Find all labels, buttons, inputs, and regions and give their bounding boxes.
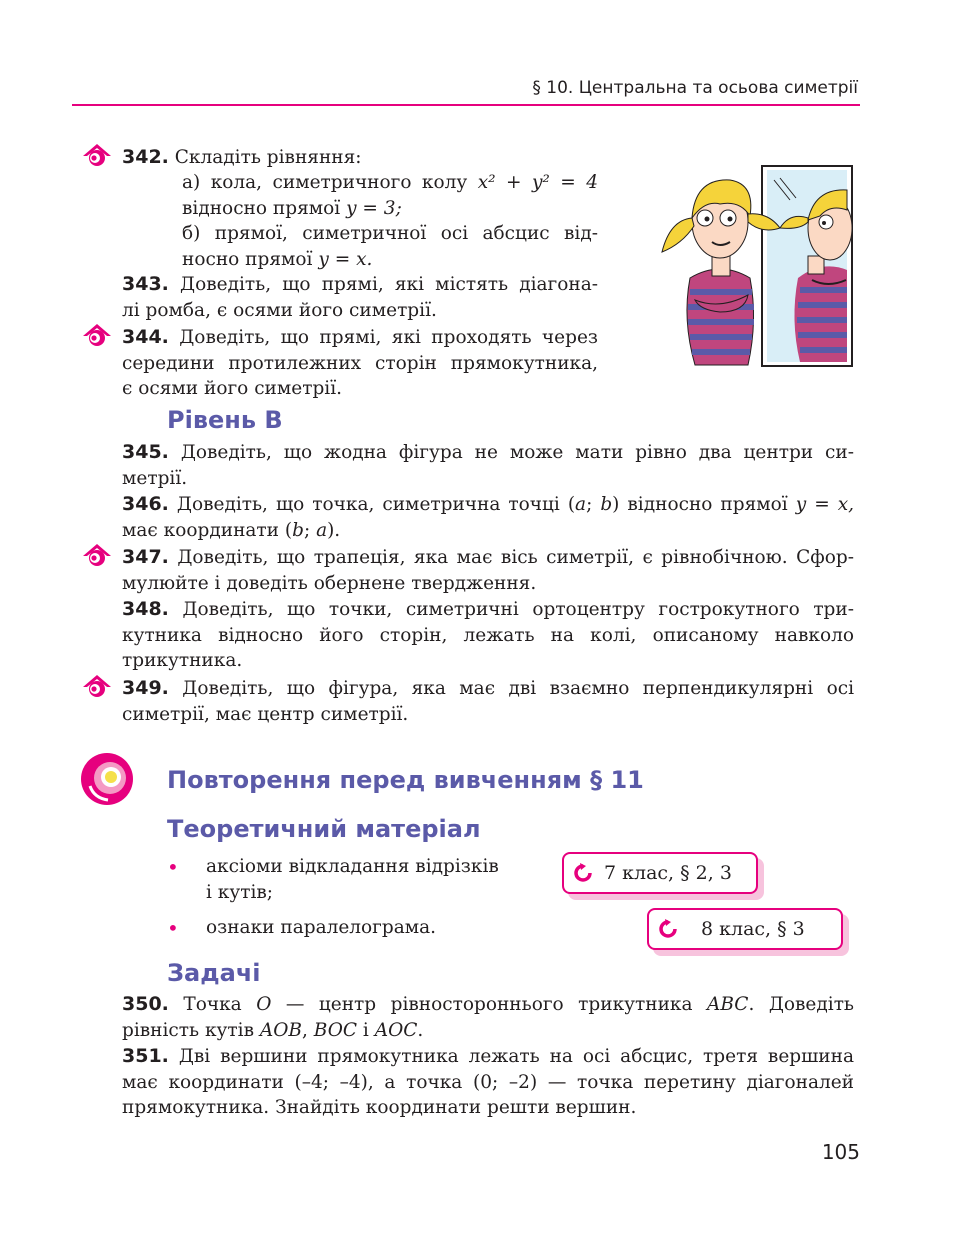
problem-343: 343. Доведіть, що прямі, які містять діагона- лі ромба, є осями його симетрії. [122,273,598,321]
problem-342: 342. Складіть рівняння: [122,146,362,168]
bullet-axioms: аксіоми відкладання відрізків і кутів; [206,856,499,903]
problem-350: 350. Точка O — центр рівностороннього трикутника ABC. Доведіть рівність кутів AOB, BOC і AOC. [122,993,854,1041]
refresh-icon [572,862,594,884]
house-marker-icon [82,542,112,568]
ref-box-7-class[interactable] [562,852,758,894]
review-heading: Повторення перед вивченням § 11 [167,766,644,794]
problem-346: 346. Доведіть, що точка, симетрична точці (a; b) відносно прямої y = x, має координати (b; a). [122,493,855,541]
house-marker-icon [82,322,112,348]
level-b-heading: Рівень В [167,406,283,434]
problem-345: 345. Доведіть, що жодна фігура не може мати рівно два центри си- метрії. [122,441,854,489]
running-header [72,74,860,106]
ref-box-8-class[interactable] [647,908,843,950]
header-title: § 10. Центральна та осьова симетрії [532,78,858,98]
ref-label: 8 клас, § 3 [701,918,805,940]
review-circle-icon [80,752,134,806]
girl-mirror-illustration [650,160,855,372]
tasks-heading: Задачі [167,959,261,987]
refresh-icon [657,918,679,940]
bullet-parallelogram: ознаки паралелограма. [206,917,437,938]
problem-348: 348. Доведіть, що точки, симетричні ортоцентру гострокутного три- кутника відносно його сторін, лежать на колі, описаному навколо трикутника. [122,598,854,671]
problem-344: 344. Доведіть, що прямі, які проходять через середини протилежних сторін прямокутника, є осями його симетрії. [122,326,598,399]
house-marker-icon [82,142,112,168]
problem-347: 347. Доведіть, що трапеція, яка має вісь симетрії, є рівнобічною. Сфор- мулюйте і доведіть обернене твердження. [122,546,854,594]
problem-351: 351. Дві вершини прямокутника лежать на осі абсцис, третя вершина має координати (–4; –4), а точка (0; –2) — точка перетину діагоналей прямокутника. Знайдіть координати решти вершин. [122,1045,854,1118]
ref-label: 7 клас, § 2, 3 [604,862,732,884]
house-marker-icon [82,673,112,699]
problem-349: 349. Доведіть, що фігура, яка має дві взаємно перпендикулярні осі симетрії, має центр симетрії. [122,677,854,725]
page-number: 105 [821,1140,860,1164]
problem-342-parts: а) кола, симетричного колу x² + y² = 4 відносно прямої y = 3; б) прямої, симетричної осі абсцис від- носно прямої y = x. [182,172,598,270]
bullet-dot: • [167,916,179,940]
bullet-dot: • [167,855,179,879]
theory-heading: Теоретичний матеріал [167,815,481,843]
